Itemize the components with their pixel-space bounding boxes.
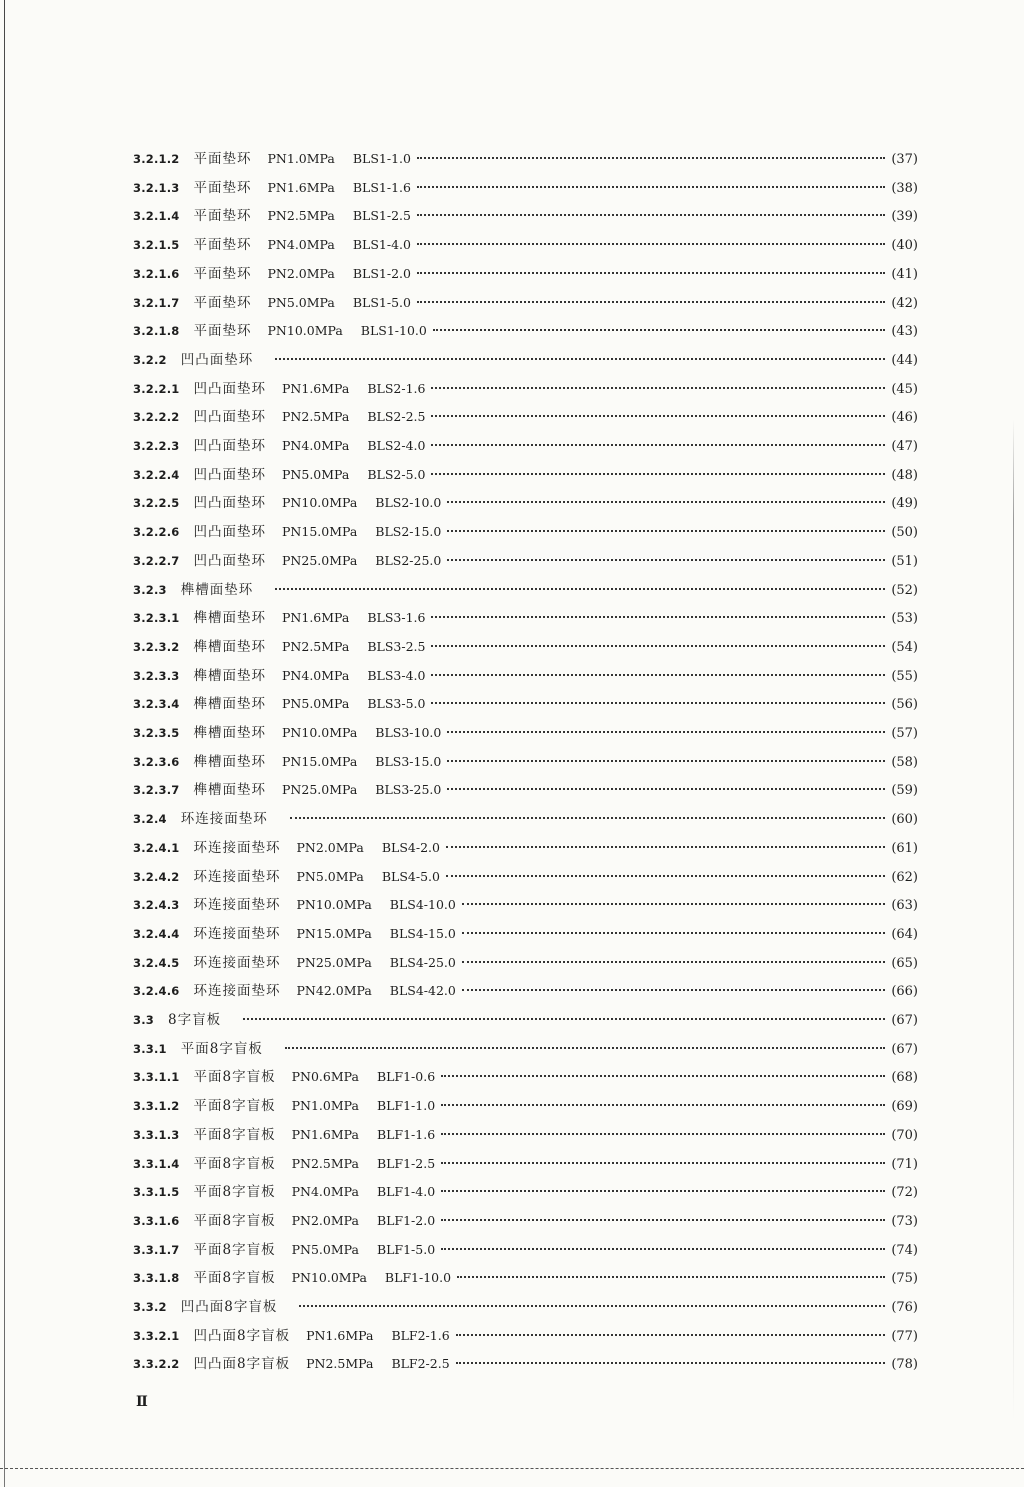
toc-entry-code: BLS3-15.0 bbox=[375, 753, 442, 769]
toc-leader-dots bbox=[441, 1132, 885, 1135]
toc-entry-code: BLS2-10.0 bbox=[375, 495, 442, 511]
toc-entry-title: 环连接面垫环 bbox=[180, 811, 268, 828]
toc-entry-code: BLS2-5.0 bbox=[367, 466, 426, 482]
toc-entry-pressure: PN5.0MPa bbox=[282, 466, 350, 482]
toc-entry-page: (48) bbox=[891, 467, 918, 483]
toc-entry-code: BLS4-5.0 bbox=[381, 868, 440, 884]
toc-leader-dots bbox=[275, 587, 885, 590]
toc-entry-title: 平面8字盲板 bbox=[193, 1155, 276, 1172]
toc-entry-number: 3.2.2 bbox=[133, 352, 167, 367]
toc-entry-pressure: PN1.0MPa bbox=[291, 1098, 359, 1114]
toc-entry-number: 3.3 bbox=[133, 1013, 154, 1027]
toc-entry-number: 3.3.1.6 bbox=[133, 1213, 180, 1228]
toc-entry-page: (57) bbox=[891, 726, 918, 741]
toc-entry-code: BLS4-2.0 bbox=[381, 839, 440, 855]
toc-leader-dots bbox=[431, 472, 885, 475]
toc-entry-code: BLS1-2.0 bbox=[352, 265, 411, 281]
toc-entry-page: (61) bbox=[891, 840, 918, 856]
toc-entry-code: BLS1-5.0 bbox=[352, 294, 411, 310]
toc-entry-page: (62) bbox=[891, 869, 918, 885]
toc-entry[interactable] bbox=[133, 549, 918, 569]
toc-entry[interactable] bbox=[133, 233, 918, 253]
toc-entry-pressure: PN42.0MPa bbox=[296, 983, 372, 999]
toc-entry-page: (44) bbox=[891, 352, 918, 368]
toc-entry-number: 3.2.3 bbox=[133, 582, 167, 597]
toc-leader-dots bbox=[456, 1333, 886, 1336]
toc-leader-dots bbox=[447, 500, 885, 503]
toc-entry-title: 榫槽面垫环 bbox=[193, 610, 267, 627]
toc-entry[interactable] bbox=[133, 807, 918, 827]
toc-leader-dots bbox=[285, 1046, 885, 1049]
toc-entry-number: 3.2.3.6 bbox=[133, 754, 180, 769]
toc-entry-title: 凹凸面垫环 bbox=[193, 438, 267, 454]
toc-entry-page: (38) bbox=[891, 180, 918, 196]
toc-entry-title: 平面垫环 bbox=[193, 294, 252, 311]
toc-entry[interactable] bbox=[133, 1266, 918, 1286]
toc-entry-page: (76) bbox=[891, 1300, 918, 1315]
toc-entry-title: 凹凸面垫环 bbox=[193, 552, 267, 569]
toc-leader-dots bbox=[431, 673, 885, 676]
toc-entry-number: 3.2.2.7 bbox=[133, 553, 180, 568]
toc-entry-pressure: PN2.0MPa bbox=[267, 265, 335, 281]
toc-leader-dots bbox=[441, 1103, 885, 1106]
toc-entry-pressure: PN4.0MPa bbox=[282, 438, 350, 453]
toc-entry-code: BLS1-1.0 bbox=[352, 151, 411, 166]
toc-entry-number: 3.2.1.7 bbox=[133, 295, 180, 310]
toc-entry-code: BLF1-1.6 bbox=[376, 1126, 436, 1142]
toc-entry-title: 环连接面垫环 bbox=[193, 954, 281, 971]
toc-entry-page: (39) bbox=[891, 209, 918, 225]
toc-entry-page: (69) bbox=[891, 1099, 918, 1115]
toc-entry-page: (74) bbox=[891, 1242, 918, 1258]
toc-entry-number: 3.2.3.3 bbox=[133, 668, 180, 683]
toc-entry-number: 3.2.4.5 bbox=[133, 955, 180, 970]
toc-entry-code: BLF1-2.0 bbox=[376, 1212, 436, 1228]
toc-entry-title: 平面垫环 bbox=[193, 208, 252, 225]
toc-leader-dots bbox=[462, 988, 885, 991]
toc-entry-number: 3.2.3.2 bbox=[133, 639, 180, 654]
toc-entry-code: BLS2-1.6 bbox=[367, 380, 426, 396]
toc-entry-title: 环连接面垫环 bbox=[193, 925, 281, 942]
toc-entry[interactable] bbox=[133, 405, 918, 425]
toc-leader-dots bbox=[431, 701, 885, 704]
toc-entry-page: (42) bbox=[891, 295, 918, 311]
toc-entry-code: BLS3-4.0 bbox=[367, 667, 426, 683]
toc-entry[interactable] bbox=[133, 979, 918, 999]
toc-entry-number: 3.3.1.1 bbox=[133, 1070, 180, 1085]
toc-entry-title: 榫槽面垫环 bbox=[193, 725, 267, 741]
toc-entry-title: 平面垫环 bbox=[193, 151, 252, 167]
toc-entry-page: (66) bbox=[891, 984, 918, 1000]
toc-entry-number: 3.2.1.6 bbox=[133, 266, 180, 281]
toc-entry-page: (53) bbox=[891, 611, 918, 627]
toc-entry-title: 平面8字盲板 bbox=[193, 1098, 276, 1115]
toc-entry-number: 3.3.2 bbox=[133, 1300, 167, 1314]
toc-entry-code: BLS2-25.0 bbox=[375, 552, 442, 568]
toc-entry-number: 3.2.1.3 bbox=[133, 180, 180, 195]
toc-entry-pressure: PN4.0MPa bbox=[267, 237, 335, 253]
toc-entry-number: 3.2.1.4 bbox=[133, 209, 180, 224]
toc-leader-dots bbox=[417, 300, 885, 303]
toc-entry[interactable] bbox=[133, 635, 918, 655]
toc-entry-pressure: PN5.0MPa bbox=[267, 294, 335, 310]
toc-entry[interactable] bbox=[133, 377, 918, 397]
toc-entry[interactable] bbox=[133, 1065, 918, 1085]
toc-entry-number: 3.2.1.5 bbox=[133, 238, 180, 253]
toc-entry-number: 3.2.2.6 bbox=[133, 525, 180, 540]
toc-entry[interactable] bbox=[133, 204, 918, 224]
toc-entry-pressure: PN10.0MPa bbox=[282, 495, 358, 511]
toc-entry-title: 平面8字盲板 bbox=[193, 1241, 276, 1258]
toc-entry-pressure: PN15.0MPa bbox=[282, 524, 358, 540]
toc-entry-page: (60) bbox=[891, 812, 918, 828]
toc-leader-dots bbox=[431, 414, 885, 417]
toc-entry-pressure: PN4.0MPa bbox=[282, 667, 350, 683]
footer-page-mark: Ⅱ bbox=[136, 1394, 148, 1410]
toc-entry-pressure: PN5.0MPa bbox=[291, 1241, 359, 1257]
toc-entry-code: BLF1-0.6 bbox=[376, 1069, 436, 1085]
toc-leader-dots bbox=[441, 1074, 885, 1077]
toc-entry[interactable] bbox=[133, 319, 918, 339]
toc-entry-code: BLS3-2.5 bbox=[367, 638, 426, 654]
toc-entry-number: 3.3.1.4 bbox=[133, 1156, 180, 1171]
toc-entry-code: BLS4-42.0 bbox=[389, 983, 456, 999]
toc-entry-number: 3.2.2.3 bbox=[133, 439, 180, 453]
toc-leader-dots bbox=[462, 931, 885, 934]
toc-leader-dots bbox=[431, 644, 885, 647]
toc-leader-dots bbox=[431, 615, 885, 618]
toc-entry[interactable] bbox=[133, 836, 918, 856]
toc-entry-title: 环连接面垫环 bbox=[193, 868, 281, 885]
toc-entry-title: 凹凸面垫环 bbox=[193, 495, 267, 512]
toc-leader-dots bbox=[447, 787, 885, 790]
toc-entry-code: BLS2-15.0 bbox=[375, 524, 442, 540]
toc-entry[interactable] bbox=[133, 865, 918, 885]
toc-entry-pressure: PN2.5MPa bbox=[267, 208, 335, 224]
toc-entry[interactable] bbox=[133, 578, 918, 598]
toc-entry-number: 3.2.2.4 bbox=[133, 467, 180, 482]
toc-entry-page: (71) bbox=[891, 1156, 918, 1172]
toc-leader-dots bbox=[441, 1189, 885, 1192]
toc-entry-page: (43) bbox=[891, 324, 918, 340]
toc-entry-code: BLF1-10.0 bbox=[384, 1270, 452, 1286]
toc-entry-pressure: PN5.0MPa bbox=[282, 696, 350, 712]
toc-entry-title: 平面垫环 bbox=[193, 265, 252, 282]
toc-entry-code: BLS1-10.0 bbox=[360, 323, 427, 339]
toc-entry-pressure: PN2.5MPa bbox=[291, 1155, 359, 1171]
toc-entry-number: 3.3.2.2 bbox=[133, 1357, 180, 1372]
toc-leader-dots bbox=[417, 242, 885, 245]
toc-entry-number: 3.2.3.4 bbox=[133, 697, 180, 712]
toc-entry[interactable] bbox=[133, 348, 918, 368]
toc-entry-title: 凹凸面8字盲板 bbox=[193, 1327, 291, 1344]
toc-entry-pressure: PN10.0MPa bbox=[296, 897, 372, 913]
toc-entry-number: 3.2.3.7 bbox=[133, 783, 180, 798]
toc-leader-dots bbox=[447, 529, 885, 532]
toc-entry-code: BLS2-4.0 bbox=[367, 438, 426, 453]
toc-entry[interactable] bbox=[133, 1324, 918, 1344]
toc-entry-page: (37) bbox=[891, 152, 918, 167]
toc-entry[interactable] bbox=[133, 750, 918, 770]
toc-entry-title: 榫槽面垫环 bbox=[193, 638, 267, 655]
toc-entry[interactable] bbox=[133, 1008, 918, 1028]
toc-entry-number: 3.2.1.2 bbox=[133, 152, 180, 166]
toc-entry-pressure: PN1.6MPa bbox=[282, 610, 350, 626]
toc-entry-number: 3.3.2.1 bbox=[133, 1328, 180, 1343]
toc-entry[interactable] bbox=[133, 1037, 918, 1057]
toc-entry-page: (64) bbox=[891, 926, 918, 942]
toc-entry-code: BLS4-10.0 bbox=[389, 897, 456, 913]
toc-entry-code: BLF1-5.0 bbox=[376, 1241, 436, 1257]
toc-entry-code: BLS1-2.5 bbox=[352, 208, 411, 224]
toc-entry-number: 3.2.2.1 bbox=[133, 381, 180, 396]
toc-entry[interactable] bbox=[133, 1123, 918, 1143]
toc-leader-dots bbox=[441, 1247, 885, 1250]
toc-leader-dots bbox=[456, 1361, 886, 1364]
toc-entry-pressure: PN1.0MPa bbox=[267, 151, 335, 166]
toc-entry-pressure: PN25.0MPa bbox=[296, 954, 372, 970]
toc-entry-page: (49) bbox=[891, 496, 918, 512]
toc-entry-title: 平面8字盲板 bbox=[180, 1040, 263, 1057]
toc-entry[interactable] bbox=[133, 951, 918, 971]
toc-leader-dots bbox=[433, 328, 885, 331]
toc-entry-pressure: PN2.0MPa bbox=[296, 839, 364, 855]
toc-entry-page: (50) bbox=[891, 525, 918, 541]
toc-entry-pressure: PN10.0MPa bbox=[282, 725, 358, 740]
toc-entry[interactable] bbox=[133, 1295, 918, 1315]
toc-entry-title: 榫槽面垫环 bbox=[193, 782, 267, 799]
toc-entry-code: BLS3-25.0 bbox=[375, 782, 442, 798]
toc-leader-dots bbox=[447, 730, 885, 733]
toc-entry-pressure: PN15.0MPa bbox=[282, 753, 358, 769]
toc-entry-page: (67) bbox=[891, 1013, 918, 1028]
toc-leader-dots bbox=[431, 443, 885, 446]
toc-leader-dots bbox=[441, 1218, 885, 1221]
toc-entry[interactable] bbox=[133, 291, 918, 311]
toc-entry-number: 3.2.4.4 bbox=[133, 926, 180, 941]
toc-entry-pressure: PN25.0MPa bbox=[282, 782, 358, 798]
toc-entry-number: 3.3.1.5 bbox=[133, 1185, 180, 1200]
toc-entry-code: BLF1-1.0 bbox=[376, 1098, 436, 1114]
toc-entry-title: 平面垫环 bbox=[193, 237, 252, 254]
toc-entry[interactable] bbox=[133, 147, 918, 167]
toc-entry-code: BLS4-15.0 bbox=[389, 925, 456, 941]
toc-leader-dots bbox=[417, 185, 885, 188]
toc-entry-pressure: PN0.6MPa bbox=[291, 1069, 359, 1085]
toc-entry-page: (45) bbox=[891, 381, 918, 397]
toc-entry-code: BLF1-2.5 bbox=[376, 1155, 436, 1171]
toc-entry-number: 3.3.1 bbox=[133, 1041, 167, 1056]
toc-entry[interactable] bbox=[133, 1209, 918, 1229]
toc-entry[interactable] bbox=[133, 1238, 918, 1258]
toc-entry[interactable] bbox=[133, 463, 918, 483]
toc-entry-number: 3.3.1.3 bbox=[133, 1127, 180, 1142]
toc-entry[interactable] bbox=[133, 664, 918, 684]
toc-entry-code: BLF2-1.6 bbox=[391, 1327, 450, 1343]
toc-entry-title: 凹凸面8字盲板 bbox=[180, 1299, 278, 1315]
toc-entry-title: 凹凸面垫环 bbox=[193, 409, 267, 426]
toc-entry-code: BLS4-25.0 bbox=[389, 954, 456, 970]
toc-entry-page: (65) bbox=[891, 955, 918, 971]
toc-entry-code: BLS2-2.5 bbox=[367, 409, 426, 425]
toc-entry-page: (58) bbox=[891, 754, 918, 770]
toc-entry-page: (68) bbox=[891, 1070, 918, 1086]
toc-entry-number: 3.3.1.2 bbox=[133, 1099, 180, 1114]
toc-entry-code: BLS3-5.0 bbox=[367, 696, 426, 712]
toc-entry-pressure: PN25.0MPa bbox=[282, 552, 358, 568]
toc-entry-title: 环连接面垫环 bbox=[193, 983, 281, 1000]
toc-entry-title: 平面8字盲板 bbox=[193, 1126, 276, 1143]
toc-entry-page: (70) bbox=[891, 1127, 918, 1143]
toc-entry-number: 3.2.3.1 bbox=[133, 611, 180, 626]
toc-entry-page: (41) bbox=[891, 266, 918, 282]
toc-leader-dots bbox=[417, 213, 885, 216]
toc-leader-dots bbox=[457, 1275, 885, 1278]
toc-entry-number: 3.2.2.2 bbox=[133, 410, 180, 425]
toc-entry-code: BLF1-4.0 bbox=[376, 1184, 436, 1200]
toc-entry-title: 凹凸面垫环 bbox=[193, 380, 267, 397]
toc-entry-pressure: PN10.0MPa bbox=[291, 1270, 367, 1286]
toc-entry-pressure: PN5.0MPa bbox=[296, 868, 364, 884]
toc-entry[interactable] bbox=[133, 176, 918, 196]
toc-leader-dots bbox=[447, 759, 885, 762]
toc-entry-pressure: PN1.6MPa bbox=[267, 179, 335, 195]
toc-entry-page: (67) bbox=[891, 1041, 918, 1057]
toc-entry-page: (55) bbox=[891, 668, 918, 684]
toc-leader-dots bbox=[462, 902, 885, 905]
toc-entry[interactable] bbox=[133, 520, 918, 540]
toc-leader-dots bbox=[290, 816, 886, 819]
toc-entry-pressure: PN2.0MPa bbox=[291, 1212, 359, 1228]
toc-entry[interactable] bbox=[133, 1180, 918, 1200]
toc-entry-number: 3.2.2.5 bbox=[133, 496, 180, 511]
toc-entry-title: 平面8字盲板 bbox=[193, 1270, 276, 1287]
toc-leader-dots bbox=[462, 960, 885, 963]
toc-entry-pressure: PN1.6MPa bbox=[291, 1126, 359, 1142]
toc-entry-title: 平面8字盲板 bbox=[193, 1212, 276, 1229]
toc-entry-title: 平面8字盲板 bbox=[193, 1184, 276, 1201]
toc-entry-number: 3.3.1.8 bbox=[133, 1271, 180, 1286]
toc-entry-title: 凹凸面垫环 bbox=[180, 351, 254, 368]
toc-leader-dots bbox=[446, 874, 885, 877]
toc-entry-title: 榫槽面垫环 bbox=[193, 753, 267, 770]
toc-entry-pressure: PN1.6MPa bbox=[282, 380, 350, 396]
toc-entry-pressure: PN2.5MPa bbox=[306, 1356, 374, 1372]
toc-entry[interactable] bbox=[133, 778, 918, 798]
toc-entry-title: 凹凸面垫环 bbox=[193, 466, 267, 483]
toc-leader-dots bbox=[417, 271, 885, 274]
toc-entry-title: 平面垫环 bbox=[193, 179, 252, 196]
toc-entry-page: (78) bbox=[891, 1357, 918, 1373]
toc-entry-title: 平面8字盲板 bbox=[193, 1069, 276, 1086]
toc-leader-dots bbox=[417, 156, 885, 159]
toc-entry-code: BLS3-10.0 bbox=[375, 725, 442, 740]
toc-leader-dots bbox=[275, 357, 885, 360]
toc-entry-title: 凹凸面8字盲板 bbox=[193, 1356, 291, 1373]
toc-entry-pressure: PN2.5MPa bbox=[282, 638, 350, 654]
toc-entry-code: BLS3-1.6 bbox=[367, 610, 426, 626]
toc-entry-number: 3.2.4 bbox=[133, 812, 167, 827]
toc-entry-number: 3.2.4.3 bbox=[133, 898, 180, 913]
toc-leader-dots bbox=[431, 386, 885, 389]
toc-entry-title: 平面垫环 bbox=[193, 323, 252, 340]
toc-entry-title: 环连接面垫环 bbox=[193, 897, 281, 914]
toc-entry-page: (52) bbox=[891, 582, 918, 598]
toc-entry-pressure: PN10.0MPa bbox=[267, 323, 343, 339]
toc-entry-code: BLS1-4.0 bbox=[352, 237, 411, 253]
toc-entry-page: (56) bbox=[891, 697, 918, 713]
toc-entry-number: 3.2.4.6 bbox=[133, 984, 180, 999]
toc-entry[interactable] bbox=[133, 1094, 918, 1114]
toc-entry-number: 3.2.1.8 bbox=[133, 324, 180, 339]
toc-entry-page: (46) bbox=[891, 410, 918, 426]
toc-entry-page: (54) bbox=[891, 639, 918, 655]
toc-entry[interactable] bbox=[133, 262, 918, 282]
toc-leader-dots bbox=[441, 1161, 885, 1164]
toc-entry-number: 3.2.4.2 bbox=[133, 869, 180, 884]
toc-entry-pressure: PN1.6MPa bbox=[306, 1327, 374, 1343]
toc-entry-page: (77) bbox=[891, 1328, 918, 1344]
toc-entry-number: 3.2.3.5 bbox=[133, 726, 180, 740]
toc-leader-dots bbox=[447, 558, 885, 561]
toc-entry-pressure: PN15.0MPa bbox=[296, 925, 372, 941]
toc-entry-code: BLF2-2.5 bbox=[391, 1356, 450, 1372]
toc-entry-pressure: PN2.5MPa bbox=[282, 409, 350, 425]
toc-entry[interactable] bbox=[133, 1352, 918, 1372]
toc-entry-page: (51) bbox=[891, 553, 918, 569]
toc-entry[interactable] bbox=[133, 893, 918, 913]
toc-leader-dots bbox=[243, 1017, 885, 1020]
toc-entry-page: (75) bbox=[891, 1271, 918, 1287]
toc-entry-page: (63) bbox=[891, 898, 918, 914]
toc-entry[interactable] bbox=[133, 491, 918, 511]
toc-entry-page: (59) bbox=[891, 783, 918, 799]
toc-entry-title: 榫槽面垫环 bbox=[180, 581, 254, 598]
toc-entry[interactable] bbox=[133, 1152, 918, 1172]
toc-entry[interactable] bbox=[133, 692, 918, 712]
toc-entry-page: (73) bbox=[891, 1213, 918, 1229]
toc-entry-code: BLS1-1.6 bbox=[352, 179, 411, 195]
toc-leader-dots bbox=[446, 845, 885, 848]
toc-entry[interactable] bbox=[133, 434, 918, 454]
toc-entry-title: 榫槽面垫环 bbox=[193, 696, 267, 713]
toc-entry-title: 凹凸面垫环 bbox=[193, 524, 267, 541]
toc-entry[interactable] bbox=[133, 922, 918, 942]
toc-entry-title: 环连接面垫环 bbox=[193, 839, 281, 856]
toc-entry-pressure: PN4.0MPa bbox=[291, 1184, 359, 1200]
toc-entry-page: (40) bbox=[891, 238, 918, 254]
toc-entry-page: (47) bbox=[891, 439, 918, 454]
toc-entry-number: 3.3.1.7 bbox=[133, 1242, 180, 1257]
toc-entry[interactable] bbox=[133, 606, 918, 626]
toc-entry-number: 3.2.4.1 bbox=[133, 840, 180, 855]
toc-entry-title: 8字盲板 bbox=[167, 1012, 222, 1028]
toc-leader-dots bbox=[299, 1304, 885, 1307]
toc-entry[interactable] bbox=[133, 721, 918, 741]
toc-entry-title: 榫槽面垫环 bbox=[193, 667, 267, 684]
toc-entry-page: (72) bbox=[891, 1185, 918, 1201]
